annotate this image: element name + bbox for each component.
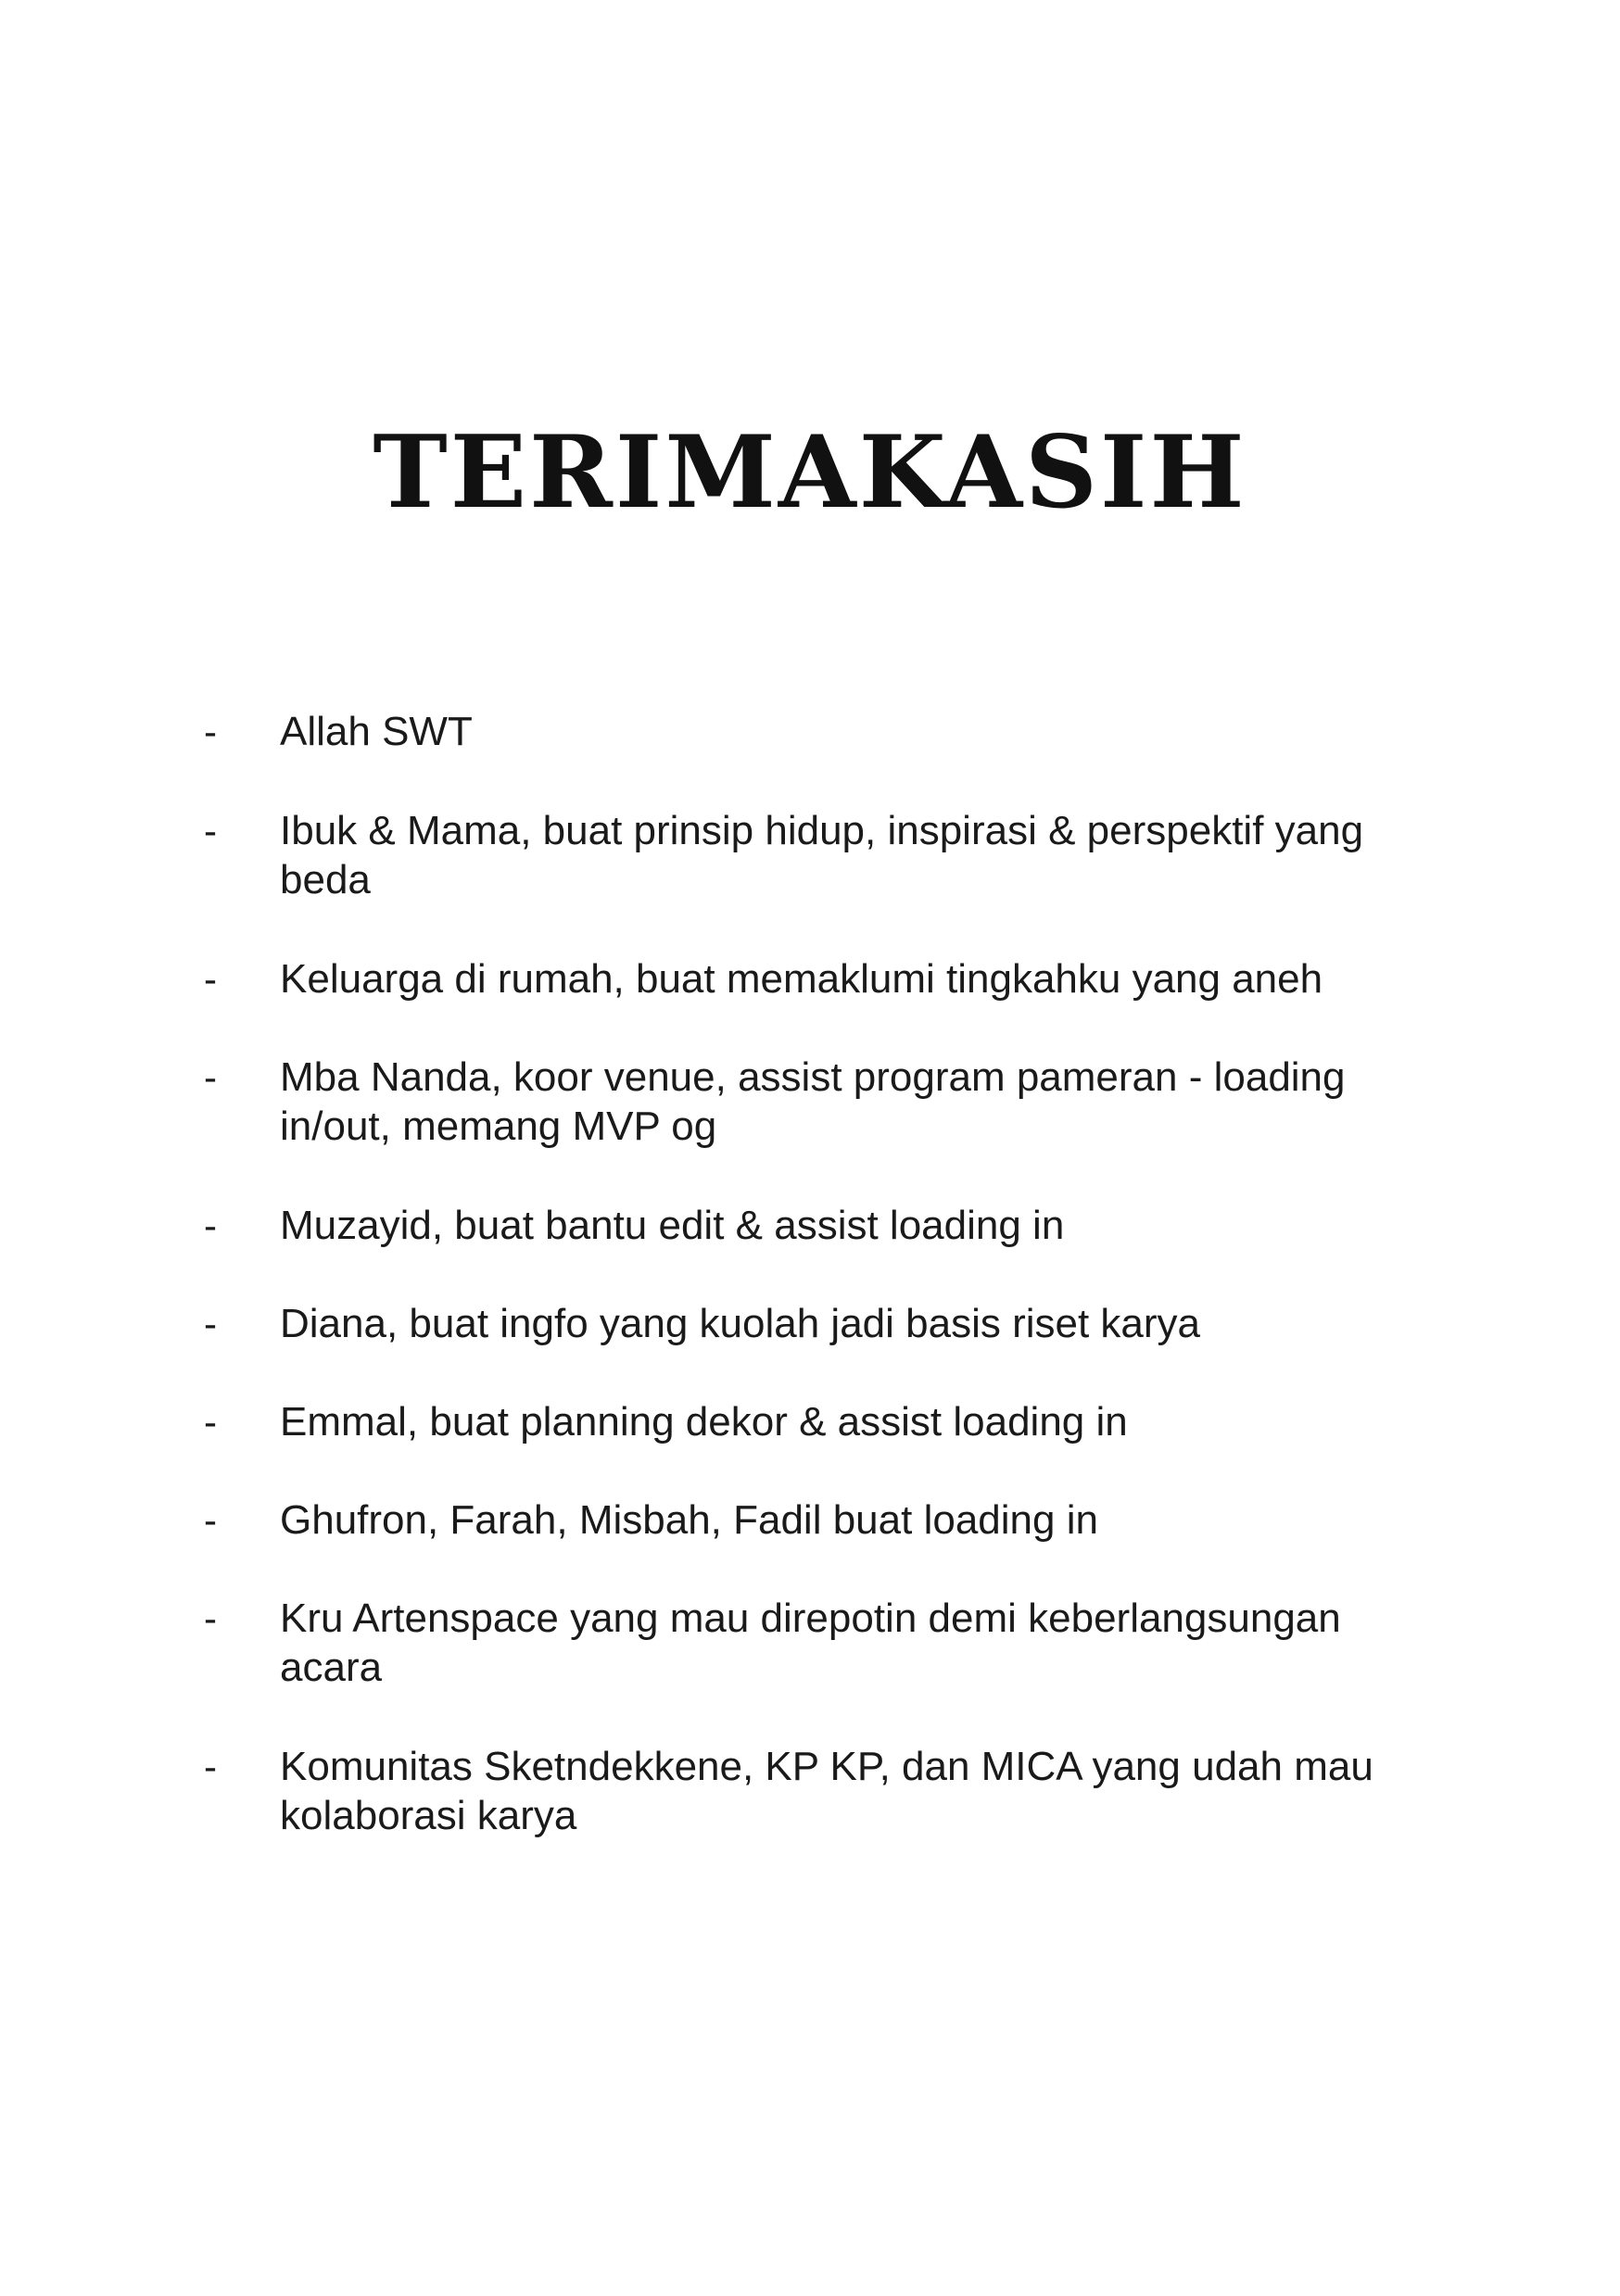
list-item-text: Mba Nanda, koor venue, assist program pameran - loading in/out, memang MVP og	[280, 1054, 1346, 1149]
bullet-dash: -	[204, 809, 217, 852]
list-item-text: Emmal, buat planning dekor & assist loading in	[280, 1399, 1128, 1444]
bullet-dash: -	[204, 1400, 217, 1444]
bullet-dash: -	[204, 710, 217, 753]
list-item-text: Ghufron, Farah, Misbah, Fadil buat loading in	[280, 1497, 1098, 1543]
list-item-text: Ibuk & Mama, buat prinsip hidup, inspirasi & perspektif yang beda	[280, 808, 1364, 902]
list-item-text: Diana, buat ingfo yang kuolah jadi basis riset karya	[280, 1301, 1201, 1346]
list-item-text: Kru Artenspace yang mau direpotin demi keberlangsungan acara	[280, 1596, 1341, 1690]
list-item-text: Komunitas Sketndekkene, KP KP, dan MICA yang udah mau kolaborasi karya	[280, 1744, 1373, 1838]
bullet-dash: -	[204, 957, 217, 1001]
page-title: TERIMAKASIH	[373, 414, 1247, 531]
bullet-dash: -	[204, 1498, 217, 1542]
list-item-text: Muzayid, buat bantu edit & assist loading in	[280, 1203, 1065, 1248]
bullet-dash: -	[204, 1302, 217, 1345]
bullet-dash: -	[204, 1055, 217, 1099]
list-item-text: Allah SWT	[280, 709, 473, 754]
bullet-dash: -	[204, 1596, 217, 1640]
bullet-dash: -	[204, 1204, 217, 1247]
bullet-dash: -	[204, 1745, 217, 1788]
list-item-text: Keluarga di rumah, buat memaklumi tingkahku yang aneh	[280, 956, 1323, 1002]
